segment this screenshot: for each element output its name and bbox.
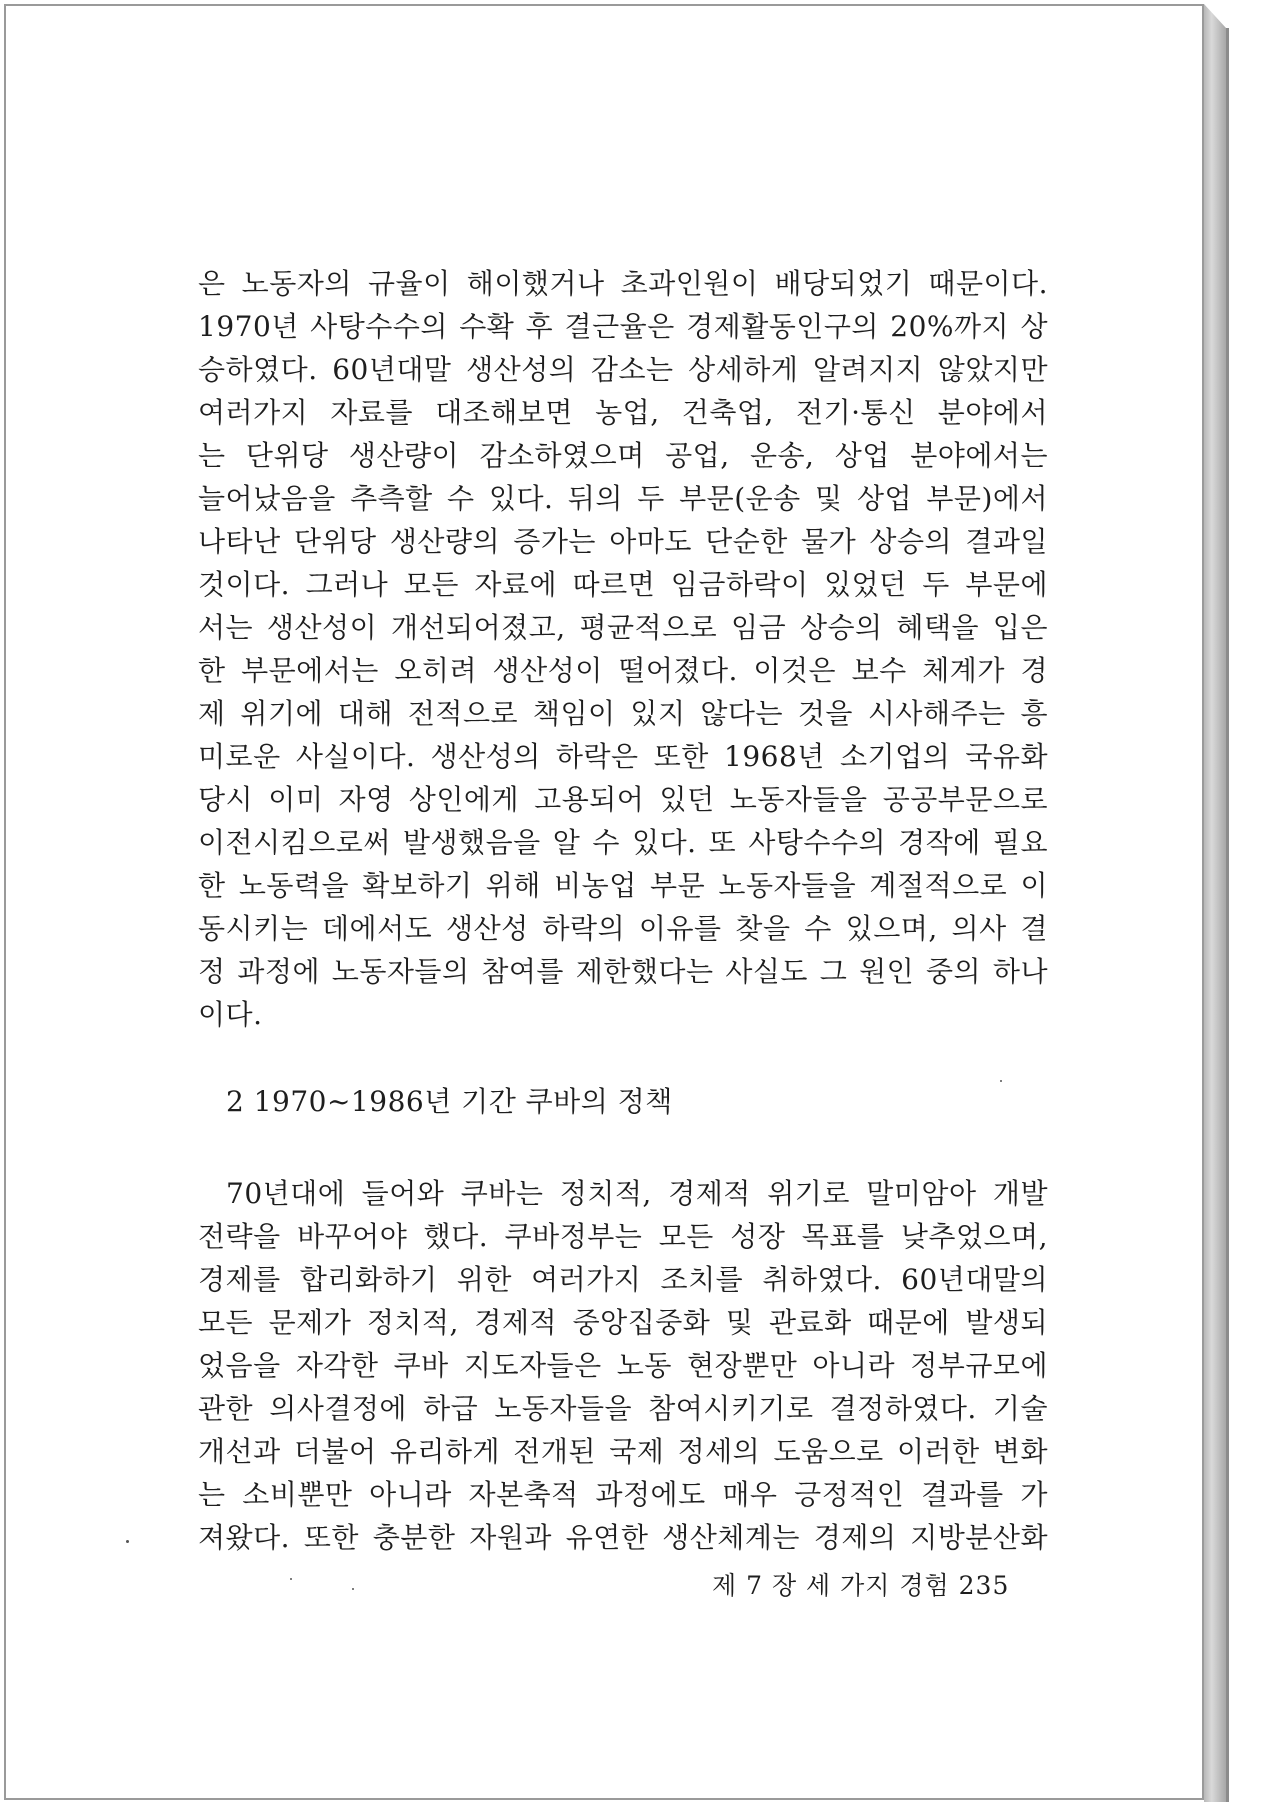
- body-line: 었음을 자각한 쿠바 지도자들은 노동 현장뿐만 아니라 정부규모에: [198, 1349, 1048, 1382]
- body-line: 동시키는 데에서도 생산성 하락의 이유를 찾을 수 있으며, 의사 결: [198, 912, 1048, 945]
- body-line: 나타난 단위당 생산량의 증가는 아마도 단순한 물가 상승의 결과일: [198, 525, 1048, 558]
- body-line: 경제를 합리화하기 위한 여러가지 조치를 취하였다. 60년대말의: [198, 1263, 1048, 1296]
- page-footer: 제 7 장 세 가지 경험 235: [712, 1571, 1010, 1600]
- body-line: 이다.: [198, 998, 263, 1031]
- scan-speck: [290, 1578, 292, 1580]
- body-line: 전략을 바꾸어야 했다. 쿠바정부는 모든 성장 목표를 낮추었으며,: [198, 1220, 1048, 1253]
- body-line: 모든 문제가 정치적, 경제적 중앙집중화 및 관료화 때문에 발생되: [198, 1306, 1048, 1339]
- body-line: 개선과 더불어 유리하게 전개된 국제 정세의 도움으로 이러한 변화: [198, 1435, 1048, 1468]
- page-curl-shadow: [1204, 4, 1226, 1802]
- body-line: 은 노동자의 규율이 해이했거나 초과인원이 배당되었기 때문이다.: [198, 267, 1048, 300]
- body-line: 이전시킴으로써 발생했음을 알 수 있다. 또 사탕수수의 경작에 필요: [198, 826, 1048, 859]
- body-line: 것이다. 그러나 모든 자료에 따르면 임금하락이 있었던 두 부문에: [198, 568, 1048, 601]
- body-line: 여러가지 자료를 대조해보면 농업, 건축업, 전기·통신 분야에서: [198, 396, 1048, 429]
- body-line: 미로운 사실이다. 생산성의 하락은 또한 1968년 소기업의 국유화: [198, 740, 1048, 773]
- body-line: 승하였다. 60년대말 생산성의 감소는 상세하게 알려지지 않았지만: [198, 353, 1048, 386]
- paragraph-2: [198, 1172, 1048, 1559]
- page-edge: [1226, 28, 1229, 1802]
- body-line: 는 단위당 생산량이 감소하였으며 공업, 운송, 상업 분야에서는: [198, 439, 1048, 472]
- paragraph-1: [198, 262, 1048, 1036]
- body-line: 져왔다. 또한 충분한 자원과 유연한 생산체계는 경제의 지방분산화: [198, 1521, 1048, 1554]
- body-line: 70년대에 들어와 쿠바는 정치적, 경제적 위기로 말미암아 개발: [226, 1177, 1048, 1210]
- section-heading: 2 1970~1986년 기간 쿠바의 정책: [226, 1085, 673, 1118]
- scan-speck: [126, 1540, 129, 1543]
- body-line: 관한 의사결정에 하급 노동자들을 참여시키기로 결정하였다. 기술: [198, 1392, 1048, 1425]
- body-line: 한 노동력을 확보하기 위해 비농업 부문 노동자들을 계절적으로 이: [198, 869, 1048, 902]
- scan-speck: [352, 1588, 354, 1590]
- body-line: 서는 생산성이 개선되어졌고, 평균적으로 임금 상승의 혜택을 입은: [198, 611, 1048, 644]
- scan-speck: [1000, 1080, 1002, 1082]
- body-line: 1970년 사탕수수의 수확 후 결근율은 경제활동인구의 20%까지 상: [198, 310, 1048, 343]
- body-line: 정 과정에 노동자들의 참여를 제한했다는 사실도 그 원인 중의 하나: [198, 955, 1048, 988]
- body-line: 는 소비뿐만 아니라 자본축적 과정에도 매우 긍정적인 결과를 가: [198, 1478, 1048, 1511]
- body-line: 한 부문에서는 오히려 생산성이 떨어졌다. 이것은 보수 체계가 경: [198, 654, 1048, 687]
- body-line: 당시 이미 자영 상인에게 고용되어 있던 노동자들을 공공부문으로: [198, 783, 1048, 816]
- body-line: 제 위기에 대해 전적으로 책임이 있지 않다는 것을 시사해주는 흥: [198, 697, 1048, 730]
- body-line: 늘어났음을 추측할 수 있다. 뒤의 두 부문(운송 및 상업 부문)에서: [198, 482, 1048, 515]
